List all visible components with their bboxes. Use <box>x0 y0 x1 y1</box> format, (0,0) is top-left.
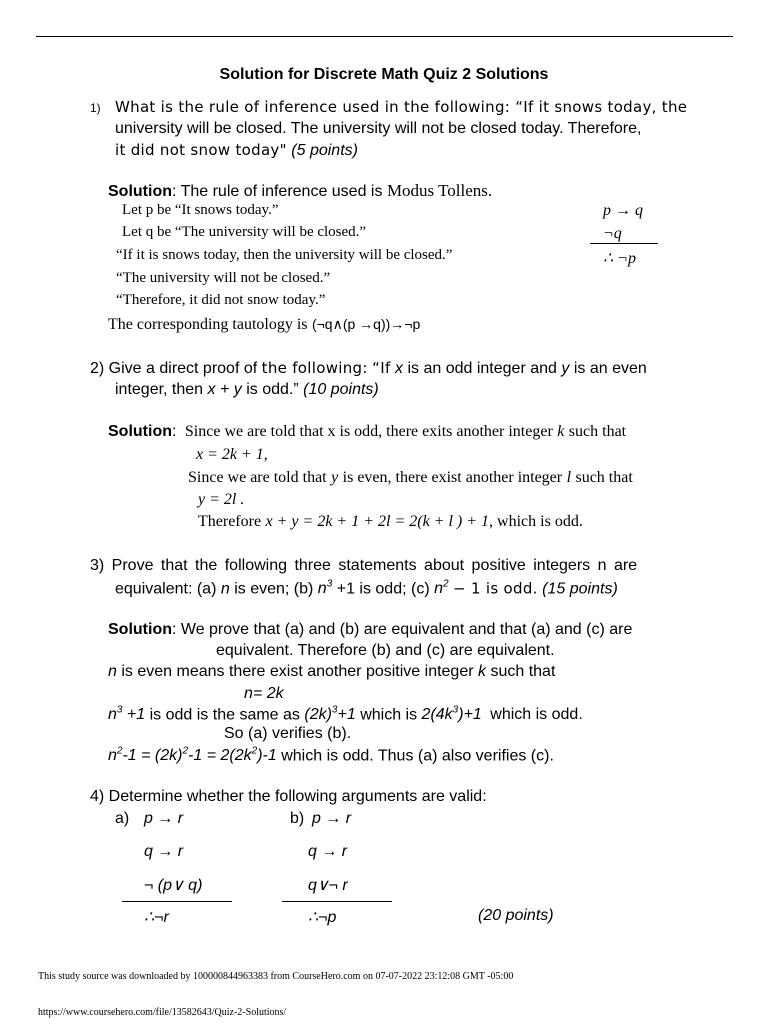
q2-xy: x + y <box>207 381 242 398</box>
q2-sol-line2-b: is even, there exist another integer <box>342 469 563 486</box>
q3-k: k <box>478 663 487 680</box>
q2-y2: y <box>331 469 339 486</box>
q1-conclusion: ∴ ¬p <box>603 250 636 267</box>
q2-sol-line1: Since we are told that x is odd, there exits another integer <box>184 423 553 440</box>
q3-line1: 3) Prove that the following three statements about positive integers n are <box>90 557 638 574</box>
q1-quote-2: “The university will not be closed.” <box>116 270 331 286</box>
q2-sol-line1-b: such that <box>568 423 627 440</box>
q1-premise-2: ¬q <box>603 225 622 242</box>
q2-line2-b: is odd.” <box>246 381 299 398</box>
q4-line1: 4) Determine whether the following arguments are valid: <box>90 788 487 805</box>
q4-label-b: b) <box>290 810 305 827</box>
q2-line1-b: the following: <box>261 359 368 377</box>
q3-2k-cubed: $(2k)^3+1$ <box>304 705 356 724</box>
q1-tautology <box>108 316 420 334</box>
q3-line2-a: equivalent: (a) <box>115 580 217 598</box>
q4-b-premise-3: q∨¬ r <box>308 877 348 894</box>
q3-n3-plus-1: $n^3 +1$ <box>108 705 146 724</box>
q2-line1-a: 2) Give a direct proof of <box>90 360 258 377</box>
q3-solution-text: : We prove that (a) and (b) are equivalent and that (a) and (c) are <box>171 621 633 638</box>
q1-line2: university will be closed. The university will not be closed today. Therefore, <box>115 120 642 137</box>
q2-solution-label: Solution <box>108 423 172 440</box>
q2-sol-line2-a: Since we are told that <box>188 469 327 486</box>
q1-solution <box>108 181 492 201</box>
q2-therefore: Therefore <box>198 513 262 530</box>
q3-line5 <box>108 705 583 724</box>
q2-line1 <box>90 359 647 378</box>
q1-let-p: Let p be “It snows today.” <box>122 202 279 218</box>
q2-line2 <box>115 381 379 399</box>
top-rule <box>36 36 733 37</box>
q3-2-4k3: $2(4k^3)+1$ <box>421 705 482 724</box>
q4-a-premise-1: p → r <box>144 810 184 827</box>
q2-line1-e: is an even <box>573 360 647 377</box>
q2-y: y <box>561 360 570 377</box>
q4-a-premise-3: ¬ (p∨ q) <box>144 877 203 894</box>
source-url[interactable]: https://www.coursehero.com/file/13582643/Quiz-2-Solutions/ <box>38 1007 287 1018</box>
q2-equation-2: y = 2l . <box>198 491 245 508</box>
q3-line5-d: which is <box>360 706 418 724</box>
q2-points: (10 points) <box>303 381 379 398</box>
q3-line3-a: is even means there exist another positive integer <box>121 663 474 680</box>
q2-x: x <box>395 360 404 377</box>
download-notice: This study source was downloaded by 100000844963383 from CourseHero.com on 07-07-2022 23:12:08 GMT -05:00 <box>38 971 514 982</box>
q3-line2 <box>115 579 618 598</box>
q4-b-premise-1: p → r <box>312 810 352 827</box>
q1-line3 <box>115 141 358 160</box>
q3-line5-b: is odd is the same as <box>149 706 300 724</box>
q3-n-cubed: $n^3$ <box>317 579 333 598</box>
q1-quote-1: “If it is snows today, then the university will be closed.” <box>116 247 453 263</box>
q3-equation-n: n= 2k <box>244 685 284 702</box>
q3-line3-b: such that <box>490 663 556 680</box>
q2-equation-3: x + y = 2k + 1 + 2l = 2(k + l ) + 1 <box>265 513 490 530</box>
q3-solution-label: Solution <box>108 621 172 638</box>
q4-a-argument-line <box>122 901 232 902</box>
q3-n-squared: $n^2$ <box>434 579 449 598</box>
q4-a-premise-2: q → r <box>144 843 184 860</box>
q3-n2-minus-1: $n^2-1 = (2k)^2-1 = 2(2k^2)-1$ <box>108 746 277 765</box>
q2-equation-1: x = 2k + 1, <box>196 446 268 463</box>
q3-line5-f: which is odd. <box>490 706 583 724</box>
q4-b-conclusion: ∴¬p <box>308 909 337 926</box>
q3-n: n <box>220 580 230 598</box>
q3-n-2: n <box>108 663 117 680</box>
q1-line3-text: it did not snow today" <box>115 141 287 159</box>
q2-line2-a: integer, then <box>115 381 204 398</box>
q2-sol-line3 <box>198 513 583 531</box>
q1-quote-3: “Therefore, it did not snow today.” <box>116 292 326 308</box>
q2-which-is-odd: , which is odd. <box>489 513 583 530</box>
q3-line2-b: is even; (b) <box>234 580 314 598</box>
q3-line2-c: +1 is odd; (c) <box>336 580 430 598</box>
q4-points: (20 points) <box>478 907 554 924</box>
q1-premise-1: p → q <box>603 202 643 219</box>
q4-label-a: a) <box>115 810 130 827</box>
q3-line3 <box>108 663 555 681</box>
q1-points: (5 points) <box>291 142 358 159</box>
q2-l: l <box>566 469 572 486</box>
q2-sol-line2 <box>188 469 633 487</box>
q1-solution-text: : The rule of inference used is <box>171 183 383 200</box>
q1-solution-label: Solution <box>108 183 172 200</box>
q1-let-q: Let q be “The university will be closed.” <box>122 224 367 240</box>
q3-solution <box>108 621 632 639</box>
q3-solution-line2: equivalent. Therefore (b) and (c) are equivalent. <box>216 642 555 659</box>
q3-line2-d: − 1 is odd. <box>453 579 538 598</box>
q1-tautology-label: The corresponding tautology is <box>108 316 308 333</box>
q2-sol-line2-c: such that <box>575 469 633 486</box>
q2-k: k <box>557 423 565 440</box>
q3-points: (15 points) <box>542 580 618 598</box>
q1-tautology-formula: (¬q∧(p →q))→¬p <box>311 316 421 332</box>
q4-b-premise-2: q → r <box>308 843 348 860</box>
q3-line7 <box>108 746 554 765</box>
q1-number: 1) <box>90 101 101 115</box>
q4-a-conclusion: ∴¬r <box>144 909 169 926</box>
q2-solution: Solution: Since we are told that x is odd, there exits another integer k such that <box>108 423 627 440</box>
page-title: Solution for Discrete Math Quiz 2 Solutions <box>219 66 549 83</box>
q3-verifies-b: So (a) verifies (b). <box>224 725 352 742</box>
q2-line1-c: “If <box>372 359 391 377</box>
q3-line7-b: which is odd. Thus (a) also verifies (c). <box>281 747 554 765</box>
q4-b-argument-line <box>282 901 392 902</box>
q1-argument-line <box>590 243 658 244</box>
q2-line1-d: is an odd integer and <box>407 360 557 377</box>
q1-line1: What is the rule of inference used in the following: “If it snows today, the <box>115 98 688 116</box>
q1-modus-tollens: Modus Tollens. <box>386 181 493 200</box>
